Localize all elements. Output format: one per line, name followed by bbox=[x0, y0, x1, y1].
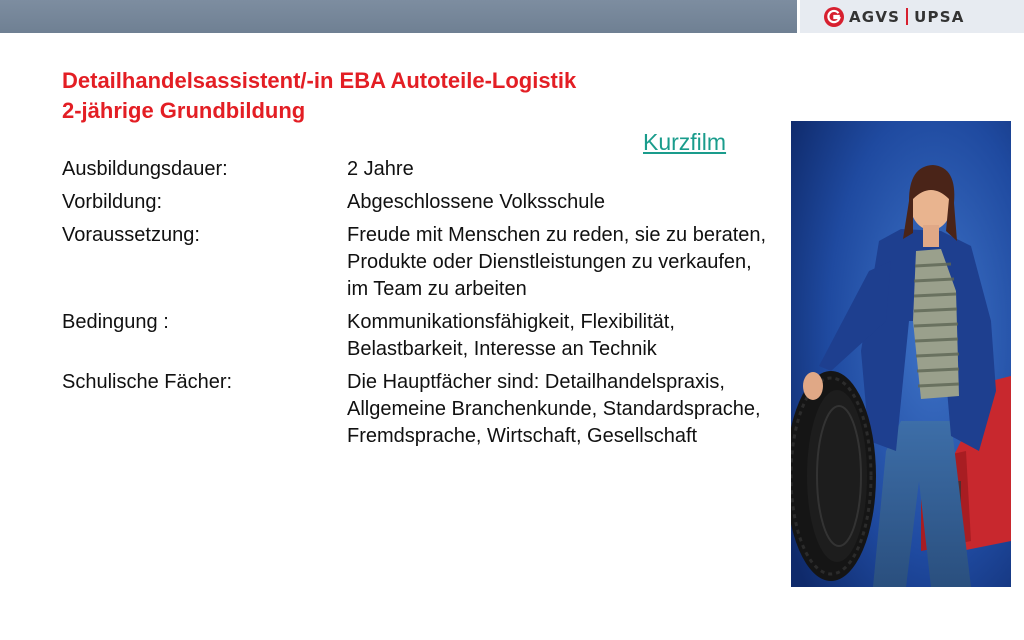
info-row-prior-education bbox=[62, 189, 782, 216]
row-value: Abgeschlossene Volksschule bbox=[347, 191, 605, 213]
logo-text-agvs: AGVS bbox=[849, 7, 901, 26]
agvs-upsa-logo bbox=[800, 0, 1024, 33]
header-bar bbox=[0, 0, 797, 33]
info-row-requirement bbox=[62, 222, 782, 303]
row-label: Ausbildungsdauer: bbox=[62, 158, 228, 180]
agvs-logo-icon bbox=[824, 7, 844, 27]
logo-separator bbox=[906, 8, 908, 25]
title-line-2: 2-jährige Grundbildung bbox=[62, 98, 306, 123]
row-label: Schulische Fächer: bbox=[62, 371, 233, 393]
info-row-condition bbox=[62, 309, 782, 363]
logo-text-upsa: UPSA bbox=[914, 7, 965, 26]
photo-illustration bbox=[791, 121, 1011, 587]
row-label: Vorbildung: bbox=[62, 191, 163, 213]
title-line-1: Detailhandelsassistent/-in EBA Autoteile-Logistik bbox=[62, 68, 577, 93]
page-title bbox=[62, 66, 576, 126]
info-list bbox=[62, 156, 782, 456]
row-value: 2 Jahre bbox=[347, 158, 414, 180]
row-value: Freude mit Menschen zu reden, sie zu beraten, Produkte oder Dienstleistungen zu verkaufen, im Team zu arbeiten bbox=[347, 224, 767, 300]
info-row-school-subjects bbox=[62, 369, 782, 450]
info-row-duration bbox=[62, 156, 782, 183]
row-label: Bedingung : bbox=[62, 311, 169, 333]
kurzfilm-link[interactable]: Kurzfilm bbox=[643, 129, 727, 155]
row-value: Kommunikationsfähigkeit, Flexibilität, Belastbarkeit, Interesse an Technik bbox=[347, 311, 675, 360]
mechanic-with-tire-photo bbox=[791, 121, 1011, 587]
row-label: Voraussetzung: bbox=[62, 224, 200, 246]
row-value: Die Hauptfächer sind: Detailhandelspraxis, Allgemeine Branchenkunde, Standardsprache, Fremdsprache, Wirtschaft, Gesellschaft bbox=[347, 371, 761, 447]
